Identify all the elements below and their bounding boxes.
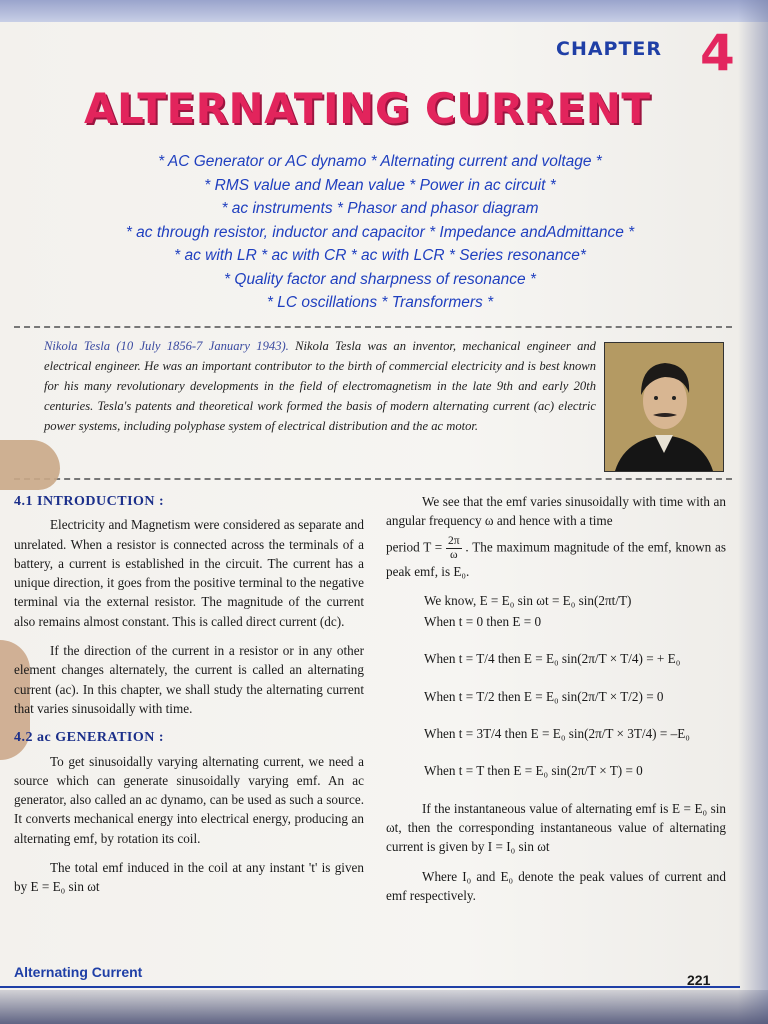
paragraph: If the instantaneous value of alternating emf is E = E₀ sin ωt, then the corresponding instantaneous value of alternating current is given by I = I₀ sin ωt	[386, 800, 726, 855]
equation: When t = T/4 then E = E₀ sin(2π/T × T/4) = + E₀	[424, 651, 681, 667]
period-fraction	[446, 535, 462, 562]
tesla-portrait	[604, 342, 724, 472]
topic-line: * ac with LR * ac with CR * ac with LCR * Series resonance*	[174, 247, 586, 264]
period-suffix: . The maximum magnitude of the emf, known as peak emf, is E₀.	[386, 539, 727, 579]
period-denominator: ω	[450, 548, 458, 561]
paragraph: We see that the emf varies sinusoidally with time with an angular frequency ω and hence with a time	[386, 494, 726, 529]
left-column	[14, 492, 364, 907]
paragraph: Electricity and Magnetism were considered as separate and unrelated. When a resistor is connected across the terminals of a battery, a current is established in the circuit. The current has a unique direction, it goes from the positive terminal to the negative terminal via the external resistor. The magnitude of the current also remains almost constant. This is called direct current (dc).	[14, 517, 364, 629]
biography-text	[44, 336, 596, 436]
equation: When t = T/2 then E = E₀ sin(2π/T × T/2) = 0	[424, 688, 664, 704]
topic-line: * RMS value and Mean value * Power in ac circuit *	[204, 176, 556, 194]
page-edge-shadow	[738, 0, 768, 1024]
paragraph: The total emf induced in the coil at any instant 't' is given by E = E₀ sin ωt	[14, 860, 364, 895]
biography-name: Nikola Tesla (10 July 1856-7 January 1943).	[44, 339, 289, 353]
bottom-edge-shadow	[0, 990, 768, 1024]
biography-body: Nikola Tesla was an inventor, mechanical engineer and electrical engineer. He was an important contributor to the birth of commercial electricity and is best known for his many revolutionary developments in the field of electromagnetism in the late 9th and early 20th centuries. Tesla's patents and theoretical work formed the basis of modern alternating current (ac) electric power systems, including polyphase system of electrical distribution and the ac motor.	[44, 339, 596, 433]
section-heading-ac-generation: 4.2 ac GENERATION :	[14, 730, 165, 746]
paragraph: If the direction of the current in a resistor or in any other element changes alternately, the current is called an alternating current (ac). In this chapter, we shall study the alternating current that varies sinusoidally with time.	[14, 643, 364, 716]
topic-line: * ac through resistor, inductor and capacitor * Impedance andAdmittance *	[125, 223, 635, 241]
equation: When t = 0 then E = 0	[424, 614, 542, 630]
chapter-number: 4	[700, 24, 735, 82]
portrait-image	[605, 343, 723, 471]
footer-chapter-name: Alternating Current	[14, 964, 143, 980]
page-number: 221	[687, 972, 711, 988]
topic-line: * AC Generator or AC dynamo * Alternating current and voltage *	[158, 153, 602, 170]
biography-box	[14, 326, 732, 480]
page-footer	[0, 962, 740, 988]
topic-list	[40, 150, 720, 315]
topic-line: * ac instruments * Phasor and phasor diagram	[221, 200, 539, 217]
period-prefix: period T =	[386, 539, 443, 555]
finger-overlay	[0, 440, 60, 490]
section-heading-introduction: 4.1 INTRODUCTION :	[14, 494, 165, 509]
equation: When t = T then E = E₀ sin(2π/T × T) = 0	[424, 763, 643, 779]
period-numerator: 2π	[448, 534, 460, 547]
period-paragraph	[386, 535, 726, 581]
paragraph: To get sinusoidally varying alternating current, we need a source which can generate sinusoidally varying emf. An ac generator, also called an ac dynamo, can be used as such a source. It converts mechanical energy into electrical energy, producing an alternating emf, by rotation its coil.	[14, 753, 364, 846]
topic-line: * LC oscillations * Transformers *	[266, 294, 494, 311]
equation: When t = 3T/4 then E = E₀ sin(2π/T × 3T/4) = –E₀	[424, 726, 690, 742]
paragraph: Where I₀ and E₀ denote the peak values of current and emf respectively.	[386, 868, 726, 903]
equation: We know, E = E₀ sin ωt = E₀ sin(2πt/T)	[424, 592, 632, 608]
chapter-label: CHAPTER	[556, 38, 663, 60]
topic-line: * Quality factor and sharpness of resonance *	[224, 270, 536, 288]
right-column	[386, 492, 726, 915]
top-edge-band	[0, 0, 768, 22]
chapter-title: ALTERNATING CURRENT	[84, 84, 651, 133]
